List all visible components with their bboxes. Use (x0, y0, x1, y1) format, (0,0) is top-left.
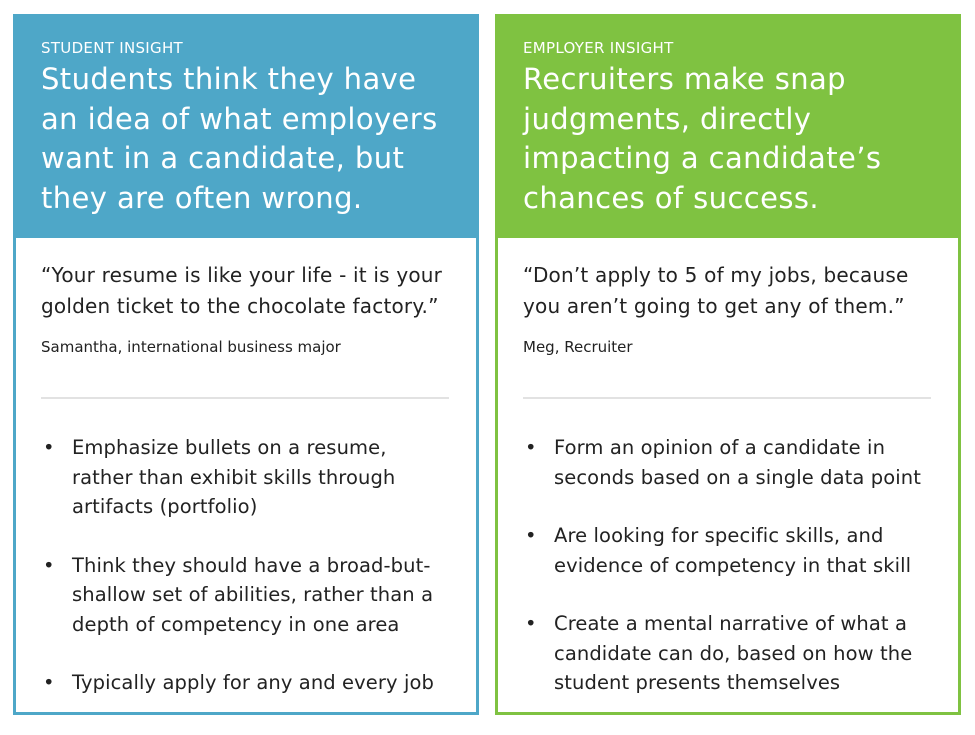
student-insight-header (16, 17, 476, 238)
student-insight-body (16, 238, 476, 698)
list-item (523, 433, 934, 492)
bullet-icon: • (525, 436, 537, 459)
employer-divider (523, 397, 931, 399)
bullet-text: Are looking for specific skills, and evidence of competency in that skill (554, 524, 912, 577)
student-insight-eyebrow: STUDENT INSIGHT (41, 39, 183, 57)
student-quote-attribution: Samantha, international business major (41, 338, 341, 356)
employer-insight-body (498, 238, 958, 698)
bullet-text: Create a mental narrative of what a candidate can do, based on how the student presents themselves (554, 612, 913, 694)
list-item (41, 668, 452, 698)
employer-insight-card (495, 14, 961, 715)
employer-quote: “Don’t apply to 5 of my jobs, because you aren’t going to get any of them.” (523, 263, 909, 318)
bullet-text: Emphasize bullets on a resume, rather than exhibit skills through artifacts (portfolio) (72, 436, 396, 518)
bullet-icon: • (43, 553, 55, 577)
student-insight-card (13, 14, 479, 715)
list-item (523, 609, 934, 698)
list-item (41, 433, 452, 522)
employer-quote-attribution: Meg, Recruiter (523, 338, 633, 356)
student-quote: “Your resume is like your life - it is your golden ticket to the chocolate factory.” (41, 263, 443, 318)
student-divider (41, 397, 449, 399)
bullet-text: Think they should have a broad-but-shallow set of abilities, rather than a depth of competency in one area (72, 553, 434, 636)
employer-bullet-list (523, 433, 934, 698)
student-bullet-list (41, 433, 452, 698)
bullet-icon: • (525, 524, 537, 547)
list-item (41, 551, 452, 640)
bullet-icon: • (525, 612, 537, 635)
employer-insight-eyebrow: EMPLOYER INSIGHT (523, 39, 674, 57)
employer-insight-header (498, 17, 958, 238)
list-item (523, 521, 934, 580)
bullet-icon: • (43, 671, 55, 694)
bullet-icon: • (43, 436, 55, 459)
employer-insight-headline: Recruiters make snap judgments, directly impacting a candidate’s chances of success. (523, 62, 882, 215)
bullet-text: Form an opinion of a candidate in seconds based on a single data point (554, 436, 921, 489)
bullet-text: Typically apply for any and every job (72, 671, 434, 694)
student-insight-headline: Students think they have an idea of what employers want in a candidate, but they are often wrong. (41, 62, 438, 215)
